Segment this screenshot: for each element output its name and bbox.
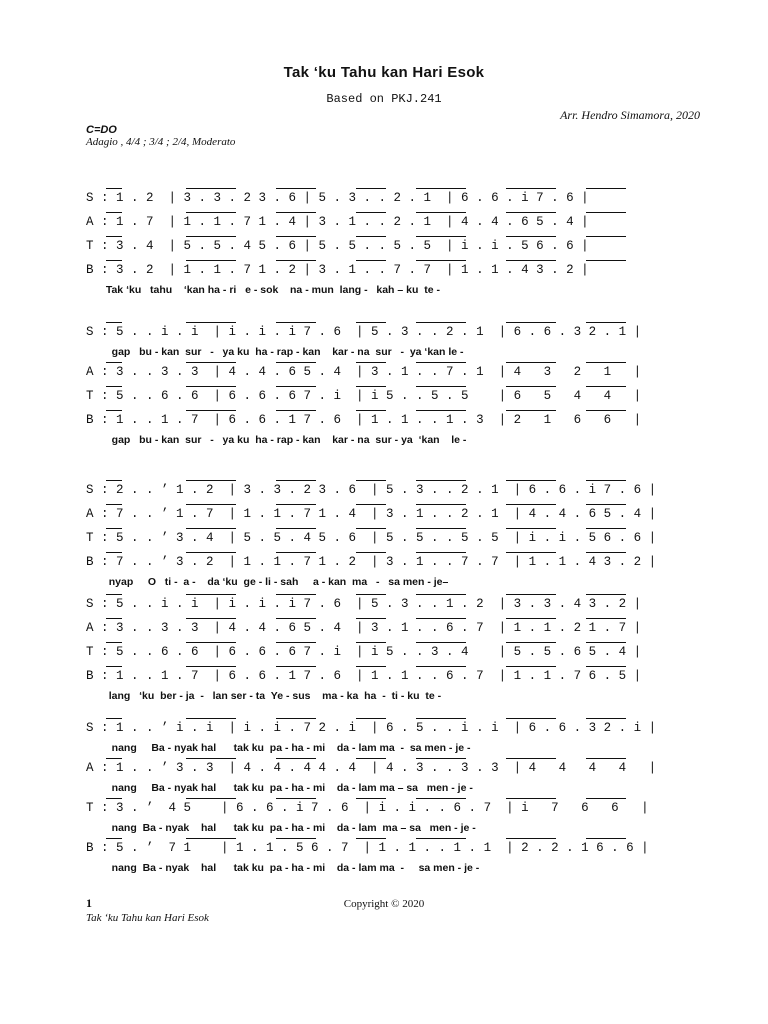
beam-line	[106, 188, 122, 189]
notation-text: A : 3 . . 3 . 3 | 4 . 4 . 6 5 . 4 | 3 . 1 . . 7 . 1 | 4 3 2 1 |	[86, 365, 642, 379]
beam-line	[586, 618, 626, 619]
beam-line	[356, 618, 386, 619]
notation-text: S : 1 . 2 | 3 . 3 . 2 3 . 6 | 5 . 3 . . 2 . 1 | 6 . 6 . i 7 . 6 |	[86, 191, 589, 205]
beam-line	[106, 386, 122, 387]
beam-line	[506, 838, 556, 839]
beam-line	[416, 504, 466, 505]
lyric-line: lang ‘ku ber - ja - lan ser - ta Ye - sus ma - ka ha - ti - ku te -	[100, 690, 442, 702]
beam-line	[506, 504, 556, 505]
lyric-line: nang Ba - nyak hal tak ku pa - ha - mi da - lam ma – sa men - je -	[100, 822, 476, 834]
staff-line	[86, 616, 692, 640]
beam-line	[356, 594, 386, 595]
beam-line	[106, 212, 122, 213]
beam-line	[416, 798, 466, 799]
beam-line	[586, 642, 626, 643]
notation-text: A : 1 . 7 | 1 . 1 . 7 1 . 4 | 3 . 1 . . 2 . 1 | 4 . 4 . 6 5 . 4 |	[86, 215, 589, 229]
beam-line	[356, 798, 386, 799]
beam-line	[416, 362, 466, 363]
beam-line	[356, 718, 386, 719]
beam-line	[416, 236, 466, 237]
beam-line	[106, 838, 122, 839]
staff-line	[86, 408, 692, 432]
beam-line	[186, 386, 236, 387]
beam-line	[106, 666, 122, 667]
beam-line	[416, 386, 466, 387]
beam-line	[506, 758, 556, 759]
beam-line	[506, 362, 556, 363]
beam-line	[276, 188, 316, 189]
score-system	[86, 478, 692, 590]
staff-line	[86, 320, 692, 344]
beam-line	[506, 594, 556, 595]
beam-line	[186, 838, 236, 839]
beam-line	[416, 188, 466, 189]
beam-line	[186, 798, 236, 799]
beam-line	[586, 798, 626, 799]
notation-text: T : 5 . . 6 . 6 | 6 . 6 . 6 7 . i | i 5 . . 3 . 4 | 5 . 5 . 6 5 . 4 |	[86, 645, 642, 659]
beam-line	[586, 552, 626, 553]
notation-text: A : 1 . . ’ 3 . 3 | 4 . 4 . 4 4 . 4 | 4 . 3 . . 3 . 3 | 4 4 4 4 |	[86, 761, 657, 775]
beam-line	[106, 552, 122, 553]
beam-line	[586, 410, 626, 411]
lyric-line: gap bu - kan sur - ya ku ha - rap - kan kar - na sur - ya ‘kan le -	[100, 434, 467, 446]
beam-line	[506, 718, 556, 719]
beam-line	[276, 480, 316, 481]
beam-line	[586, 504, 626, 505]
notation-text: T : 3 . ’ 4 5 | 6 . 6 . i 7 . 6 | i . i . . 6 . 7 | i 7 6 6 |	[86, 801, 649, 815]
beam-line	[586, 212, 626, 213]
beam-line	[276, 798, 316, 799]
notation-text: A : 3 . . 3 . 3 | 4 . 4 . 6 5 . 4 | 3 . 1 . . 6 . 7 | 1 . 1 . 2 1 . 7 |	[86, 621, 642, 635]
beam-line	[506, 798, 556, 799]
beam-line	[586, 480, 626, 481]
beam-line	[506, 236, 556, 237]
staff-line	[86, 640, 692, 664]
beam-line	[416, 528, 466, 529]
beam-line	[106, 528, 122, 529]
beam-line	[586, 188, 626, 189]
beam-line	[416, 666, 466, 667]
beam-line	[416, 212, 466, 213]
beam-line	[506, 410, 556, 411]
staff-line	[86, 186, 692, 210]
beam-line	[276, 552, 316, 553]
beam-line	[586, 362, 626, 363]
staff-line	[86, 756, 692, 780]
beam-line	[416, 758, 466, 759]
beam-line	[186, 642, 236, 643]
beam-line	[186, 188, 236, 189]
beam-line	[276, 212, 316, 213]
notation-text: B : 1 . . 1 . 7 | 6 . 6 . 1 7 . 6 | 1 . 1 . . 6 . 7 | 1 . 1 . 7 6 . 5 |	[86, 669, 642, 683]
beam-line	[186, 236, 236, 237]
beam-line	[276, 410, 316, 411]
beam-line	[416, 718, 466, 719]
beam-line	[276, 528, 316, 529]
beam-line	[416, 642, 466, 643]
beam-line	[356, 528, 386, 529]
beam-line	[106, 410, 122, 411]
copyright: Copyright © 2020	[343, 898, 425, 910]
beam-line	[506, 212, 556, 213]
score-system	[86, 320, 692, 448]
staff-line	[86, 234, 692, 258]
beam-line	[586, 594, 626, 595]
staff-line	[86, 592, 692, 616]
lyric-line: gap bu - kan sur - ya ku ha - rap - kan kar - na sur - ya ‘kan le -	[100, 346, 464, 358]
staff-line	[86, 502, 692, 526]
beam-line	[356, 260, 386, 261]
beam-line	[356, 410, 386, 411]
notation-text: T : 5 . . 6 . 6 | 6 . 6 . 6 7 . i | i 5 . . 5 . 5 | 6 5 4 4 |	[86, 389, 642, 403]
beam-line	[506, 528, 556, 529]
beam-line	[356, 236, 386, 237]
arranger: Arr. Hendro Simamora, 2020	[560, 108, 700, 122]
beam-line	[356, 386, 386, 387]
lyric-line: nang Ba - nyak hal tak ku pa - ha - mi da - lam ma – sa men - je -	[100, 782, 473, 794]
beam-line	[276, 642, 316, 643]
beam-line	[276, 504, 316, 505]
beam-line	[356, 212, 386, 213]
beam-line	[186, 552, 236, 553]
beam-line	[186, 666, 236, 667]
beam-line	[506, 618, 556, 619]
lyric-line: nang Ba - nyak hal tak ku pa - ha - mi da - lam ma - sa men - je -	[100, 742, 471, 754]
beam-line	[106, 718, 122, 719]
score-system	[86, 716, 692, 876]
beam-line	[106, 618, 122, 619]
beam-line	[586, 758, 626, 759]
beam-line	[186, 758, 236, 759]
beam-line	[186, 528, 236, 529]
notation-text: B : 5 . ’ 7 1 | 1 . 1 . 5 6 . 7 | 1 . 1 . . 1 . 1 | 2 . 2 . 1 6 . 6 |	[86, 841, 649, 855]
beam-line	[586, 718, 626, 719]
beam-line	[106, 322, 122, 323]
staff-line	[86, 258, 692, 282]
beam-line	[276, 758, 316, 759]
beam-line	[586, 236, 626, 237]
beam-line	[186, 718, 236, 719]
beam-line	[276, 718, 316, 719]
beam-line	[416, 552, 466, 553]
beam-line	[506, 386, 556, 387]
staff-line	[86, 478, 692, 502]
notation-text: T : 5 . . ’ 3 . 4 | 5 . 5 . 4 5 . 6 | 5 . 5 . . 5 . 5 | i . i . 5 6 . 6 |	[86, 531, 657, 545]
score-system	[86, 186, 692, 298]
beam-line	[416, 618, 466, 619]
notation-text: S : 5 . . i . i | i . i . i 7 . 6 | 5 . 3 . . 1 . 2 | 3 . 3 . 4 3 . 2 |	[86, 597, 642, 611]
subtitle: Based on PKJ.241	[326, 92, 442, 106]
beam-line	[506, 642, 556, 643]
beam-line	[356, 362, 386, 363]
beam-line	[416, 594, 466, 595]
beam-line	[106, 504, 122, 505]
beam-line	[186, 594, 236, 595]
beam-line	[106, 642, 122, 643]
staff-line	[86, 210, 692, 234]
beam-line	[106, 260, 122, 261]
staff-line	[86, 360, 692, 384]
lyric-line: nang Ba - nyak hal tak ku pa - ha - mi da - lam ma - sa men - je -	[100, 862, 480, 874]
beam-line	[586, 838, 626, 839]
beam-line	[416, 838, 466, 839]
key-signature: C=DO	[86, 124, 117, 136]
beam-line	[586, 322, 626, 323]
page-title: Tak ‘ku Tahu kan Hari Esok	[283, 64, 485, 81]
beam-line	[276, 618, 316, 619]
beam-line	[506, 480, 556, 481]
beam-line	[186, 410, 236, 411]
beam-line	[276, 260, 316, 261]
staff-line	[86, 384, 692, 408]
notation-text: S : 2 . . ’ 1 . 2 | 3 . 3 . 2 3 . 6 | 5 . 3 . . 2 . 1 | 6 . 6 . i 7 . 6 |	[86, 483, 657, 497]
beam-line	[416, 410, 466, 411]
staff-line	[86, 716, 692, 740]
beam-line	[506, 188, 556, 189]
beam-line	[416, 480, 466, 481]
beam-line	[106, 758, 122, 759]
tempo-marking: Adagio , 4/4 ; 3/4 ; 2/4, Moderato	[86, 136, 236, 148]
lyric-line: nyap O ti - a - da ‘ku ge - li - sah a - kan ma - sa men - je–	[100, 576, 449, 588]
staff-line	[86, 836, 692, 860]
score-system	[86, 592, 692, 704]
notation-text: B : 3 . 2 | 1 . 1 . 7 1 . 2 | 3 . 1 . . 7 . 7 | 1 . 1 . 4 3 . 2 |	[86, 263, 589, 277]
beam-line	[106, 594, 122, 595]
beam-line	[276, 322, 316, 323]
beam-line	[586, 260, 626, 261]
footer-song-title: Tak ‘ku Tahu kan Hari Esok	[86, 912, 209, 924]
beam-line	[186, 618, 236, 619]
beam-line	[186, 260, 236, 261]
staff-line	[86, 550, 692, 574]
beam-line	[586, 528, 626, 529]
beam-line	[586, 386, 626, 387]
beam-line	[276, 594, 316, 595]
beam-line	[356, 188, 386, 189]
staff-line	[86, 526, 692, 550]
beam-line	[106, 798, 122, 799]
beam-line	[356, 642, 386, 643]
page-number: 1	[86, 896, 92, 910]
beam-line	[356, 480, 386, 481]
beam-line	[506, 552, 556, 553]
beam-line	[276, 236, 316, 237]
staff-line	[86, 664, 692, 688]
staff-line	[86, 796, 692, 820]
beam-line	[586, 666, 626, 667]
notation-text: B : 7 . . ’ 3 . 2 | 1 . 1 . 7 1 . 2 | 3 . 1 . . 7 . 7 | 1 . 1 . 4 3 . 2 |	[86, 555, 657, 569]
beam-line	[106, 480, 122, 481]
lyric-line: Tak ‘ku tahu ‘kan ha - ri e - sok na - mun lang - kah – ku te -	[100, 284, 440, 296]
beam-line	[276, 666, 316, 667]
beam-line	[186, 212, 236, 213]
notation-text: S : 5 . . i . i | i . i . i 7 . 6 | 5 . 3 . . 2 . 1 | 6 . 6 . 3 2 . 1 |	[86, 325, 642, 339]
notation-text: A : 7 . . ’ 1 . 7 | 1 . 1 . 7 1 . 4 | 3 . 1 . . 2 . 1 | 4 . 4 . 6 5 . 4 |	[86, 507, 657, 521]
beam-line	[416, 260, 466, 261]
beam-line	[186, 322, 236, 323]
beam-line	[506, 260, 556, 261]
beam-line	[356, 666, 386, 667]
beam-line	[276, 838, 316, 839]
beam-line	[356, 838, 386, 839]
beam-line	[186, 362, 236, 363]
notation-text: S : 1 . . ’ i . i | i . i . 7 2 . i | 6 . 5 . . i . i | 6 . 6 . 3 2 . i |	[86, 721, 657, 735]
beam-line	[506, 322, 556, 323]
beam-line	[186, 480, 236, 481]
beam-line	[106, 236, 122, 237]
beam-line	[416, 322, 466, 323]
beam-line	[356, 504, 386, 505]
beam-line	[276, 362, 316, 363]
beam-line	[356, 552, 386, 553]
beam-line	[276, 386, 316, 387]
beam-line	[356, 758, 386, 759]
beam-line	[106, 362, 122, 363]
beam-line	[356, 322, 386, 323]
notation-text: T : 3 . 4 | 5 . 5 . 4 5 . 6 | 5 . 5 . . 5 . 5 | i . i . 5 6 . 6 |	[86, 239, 589, 253]
notation-text: B : 1 . . 1 . 7 | 6 . 6 . 1 7 . 6 | 1 . 1 . . 1 . 3 | 2 1 6 6 |	[86, 413, 642, 427]
beam-line	[186, 504, 236, 505]
beam-line	[506, 666, 556, 667]
